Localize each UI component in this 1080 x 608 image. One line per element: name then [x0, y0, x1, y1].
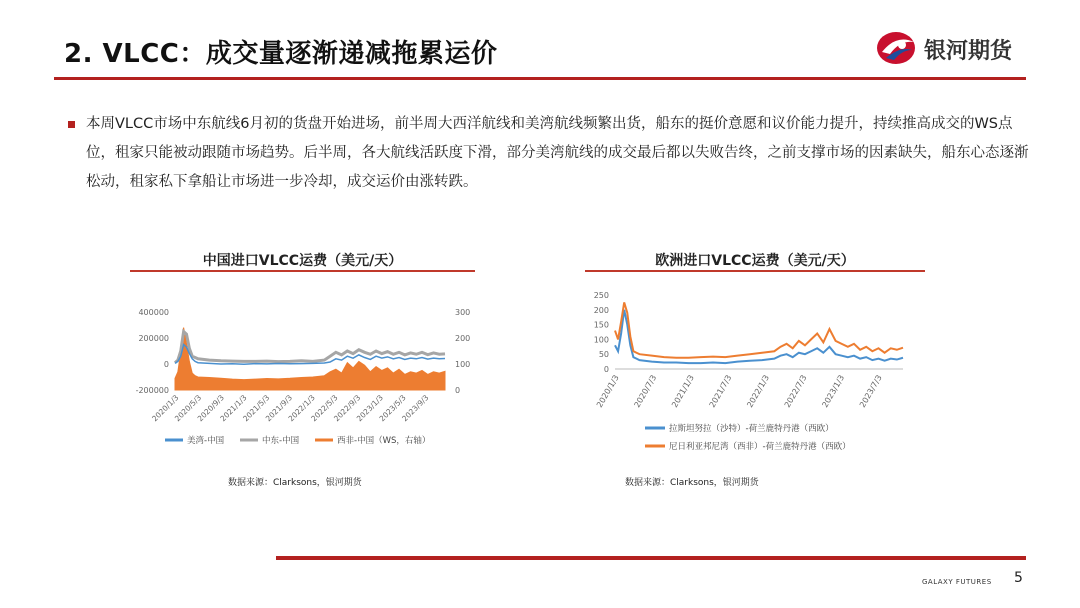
chart2-y-tick-3: 100 [593, 335, 609, 345]
page-title: 2. VLCC：成交量逐渐递减拖累运价 [64, 39, 498, 69]
chart2-x-tick-5: 2022/7/3 [782, 373, 809, 410]
summary-text: 本周VLCC市场中东航线6月初的货盘开始进场，前半周大西洋航线和美湾航线频繁出货，船东的挺价意愿和议价能力提升，持续推高成交的WS点位，租家只能被动跟随市场趋势。后半周，各大航线活跃度下滑，部分美湾航线的成交最后都以失败告终，之前支撑市场的因素缺失，船东心态逐渐松动，租家私下拿船让市场进一步冷却，成交运价由涨转跌。 [86, 116, 1029, 190]
chart1-yleft-tick-2: 0 [163, 360, 169, 369]
brand-logo [876, 28, 1026, 68]
chart1-yright-tick-2: 100 [455, 360, 471, 369]
chart2-y-tick-4: 50 [598, 350, 609, 360]
chart1-title-underline [130, 270, 475, 272]
chart1-x-tick-6: 2022/1/3 [286, 393, 317, 424]
chart1-yright-tick-1: 200 [455, 334, 471, 343]
chart2-title: 欧洲进口VLCC运费（美元/天） [655, 253, 855, 269]
chart1-series-1 [175, 332, 445, 363]
bullet-marker [68, 121, 75, 128]
chart2-title-underline [585, 270, 925, 272]
galaxy-logo-icon [876, 28, 920, 68]
chart1-x-tick-3: 2021/1/3 [218, 393, 249, 424]
chart1-yright-tick-3: 0 [455, 386, 461, 395]
chart1-source: 数据来源：Clarksons，银河期货 [228, 478, 362, 488]
chart1-x-tick-1: 2020/5/3 [172, 393, 204, 424]
chart1-x-tick-2: 2020/9/3 [195, 393, 226, 424]
chart2-y-tick-0: 250 [593, 291, 609, 300]
chart2-y-tick-1: 200 [593, 305, 609, 315]
chart1-plot [125, 290, 485, 460]
chart1-x-tick-7: 2022/5/3 [309, 393, 340, 424]
footer-divider [276, 556, 1026, 560]
chart1-yright-tick-0: 300 [455, 308, 471, 317]
chart1-x-tick-9: 2023/1/3 [354, 393, 385, 424]
chart1-x-tick-5: 2021/9/3 [263, 393, 295, 424]
chart2-x-tick-3: 2021/7/3 [707, 373, 734, 410]
chart1-title: 中国进口VLCC运费（美元/天） [202, 253, 403, 269]
chart2-legend-label-0: 拉斯坦努拉（沙特）-荷兰鹿特丹港（西欧） [669, 424, 834, 434]
chart1-x-tick-11: 2023/9/3 [400, 393, 431, 424]
chart2-x-tick-1: 2020/7/3 [632, 373, 659, 410]
chart1-legend-label-1: 中东-中国 [262, 436, 300, 446]
chart2-x-tick-0: 2020/1/3 [594, 373, 621, 410]
chart2-x-tick-4: 2022/1/3 [745, 373, 772, 410]
chart2-legend-label-1: 尼日利亚邦尼湾（西非）-荷兰鹿特丹港（西欧） [669, 442, 851, 452]
chart1-legend-label-2: 西非-中国（WS，右轴） [337, 436, 431, 446]
chart2-x-tick-7: 2023/7/3 [857, 373, 884, 410]
chart2-series-1 [615, 302, 903, 357]
brand-name: 银河期货 [924, 39, 1013, 64]
chart1-legend-label-0: 美湾-中国 [187, 436, 225, 446]
footer-brand: GALAXY FUTURES [922, 578, 992, 586]
chart2-source: 数据来源：Clarksons，银河期货 [625, 478, 759, 488]
header-divider [54, 77, 1026, 80]
chart2-y-tick-2: 150 [593, 320, 609, 330]
page-number: 5 [1014, 570, 1023, 586]
chart2-series-0 [615, 310, 903, 363]
chart1-yleft-tick-0: 400000 [138, 308, 169, 317]
chart1-x-tick-0: 2020/1/3 [150, 393, 181, 424]
chart2-x-tick-6: 2023/1/3 [820, 373, 847, 410]
chart1-x-tick-4: 2021/5/3 [241, 393, 272, 424]
chart1-x-tick-10: 2023/5/3 [377, 393, 408, 424]
chart1-yleft-tick-1: 200000 [138, 334, 169, 343]
chart1-x-tick-8: 2022/9/3 [332, 393, 363, 424]
chart2-x-tick-2: 2021/1/3 [670, 373, 696, 410]
chart1-yleft-tick-3: -200000 [135, 386, 169, 395]
chart2-y-tick-5: 0 [603, 365, 609, 374]
chart2-plot [585, 285, 925, 465]
